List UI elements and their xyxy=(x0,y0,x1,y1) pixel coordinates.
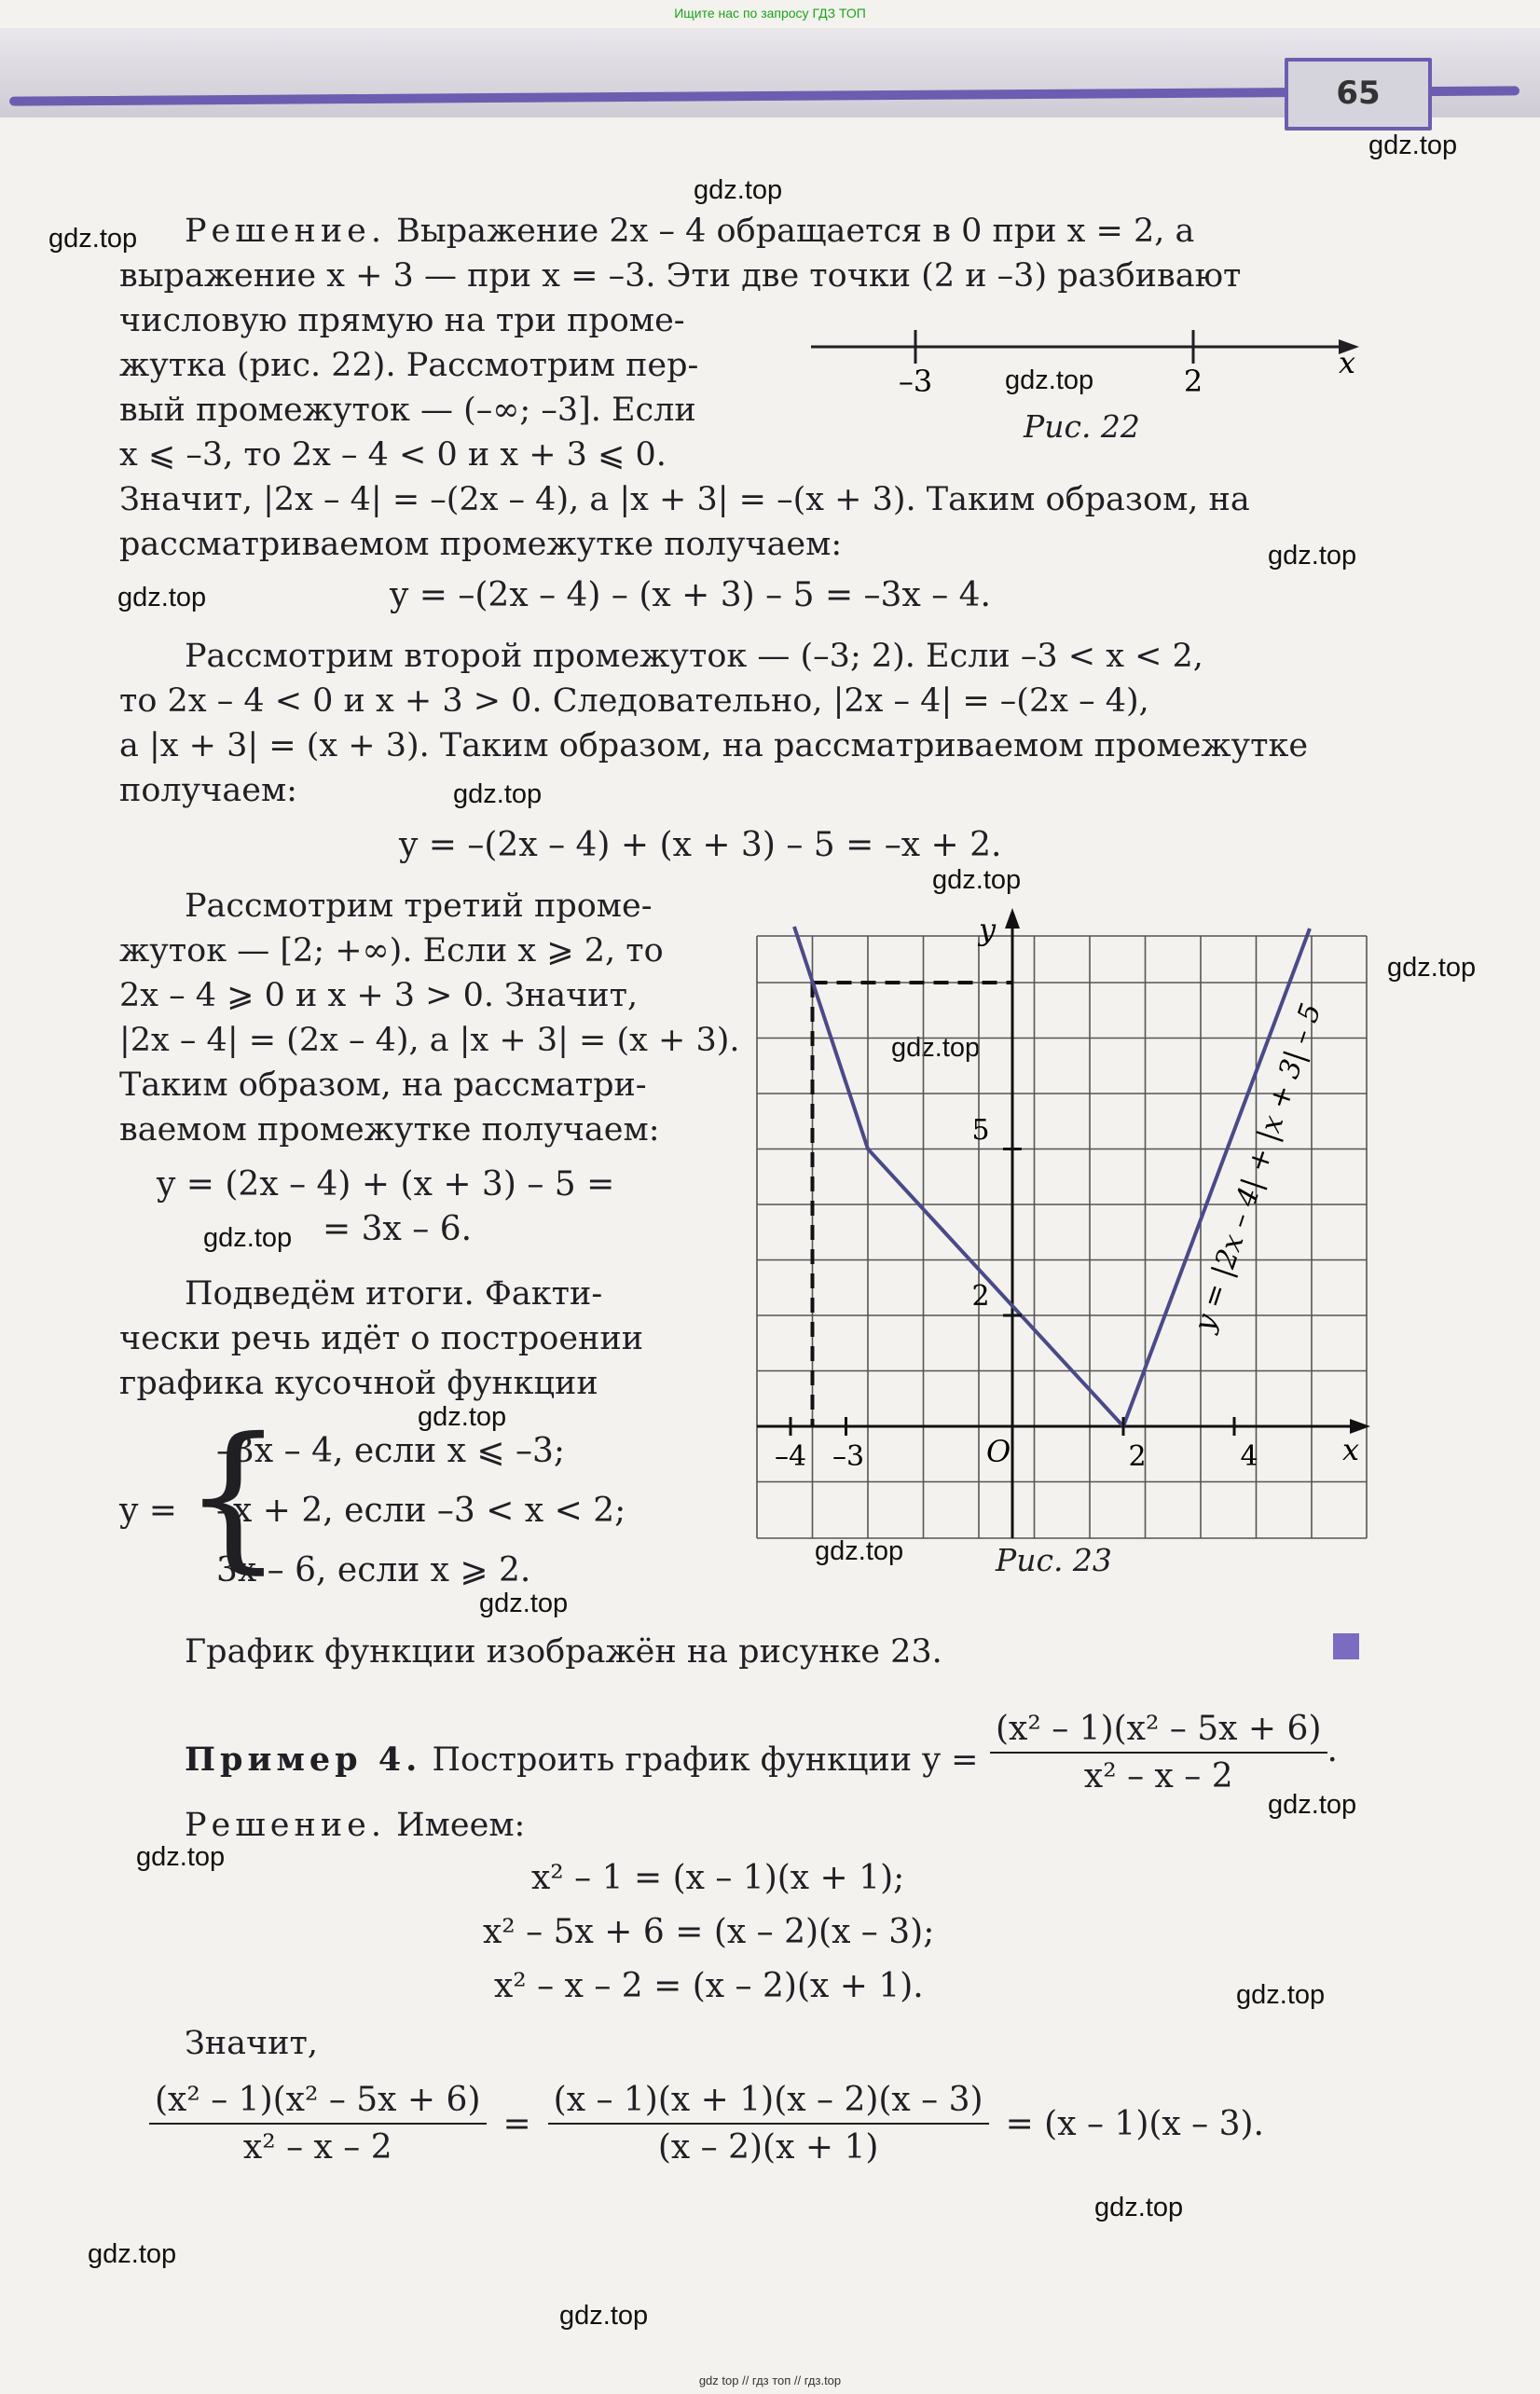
figure-23 xyxy=(746,895,1380,1566)
example-heading: Пример 4. Построить график функции y = xyxy=(185,1740,979,1779)
watermark: gdz.top xyxy=(815,1536,904,1566)
text-line: а |x + 3| = (x + 3). Таким образом, на рассматриваемом промежутке xyxy=(119,727,1309,764)
text-line: Решение. Имеем: xyxy=(185,1807,526,1844)
end-of-solution-mark xyxy=(1333,1633,1359,1659)
text-line: Значит, |2x – 4| = –(2x – 4), а |x + 3| = –(x + 3). Таким образом, на xyxy=(119,481,1250,518)
text-line: График функции изображён на рисунке 23. xyxy=(185,1633,942,1671)
text-line: Значит, xyxy=(185,2025,318,2062)
fraction-numerator: (x² – 1)(x² – 5x + 6) xyxy=(149,2081,487,2125)
tick-label: 2 xyxy=(1128,1440,1147,1473)
watermark: gdz.top xyxy=(88,2239,177,2269)
text-line: жутка (рис. 22). Рассмотрим пер- xyxy=(119,347,699,384)
top-note: Ищите нас по запросу ГДЗ ТОП xyxy=(674,6,866,21)
function-graph xyxy=(794,927,1310,1426)
origin-label: O xyxy=(986,1434,1011,1469)
page-number: 65 xyxy=(1285,58,1432,131)
case-line: –x + 2, если –3 < x < 2; xyxy=(216,1492,626,1530)
case-line: –3x – 4, если x ⩽ –3; xyxy=(216,1432,566,1470)
system-lhs: y = xyxy=(119,1492,177,1530)
text-line: x ⩽ –3, то 2x – 4 < 0 и x + 3 ⩽ 0. xyxy=(119,436,667,474)
equation: x² – 1 = (x – 1)(x + 1); xyxy=(531,1859,905,1897)
fraction-denominator: (x – 2)(x + 1) xyxy=(657,2128,879,2167)
text-line: Рассмотрим третий проме- xyxy=(185,887,653,925)
text-line: Таким образом, на рассматри- xyxy=(119,1066,647,1104)
tick-label: –4 xyxy=(774,1440,807,1473)
watermark: gdz.top xyxy=(418,1402,507,1432)
arrow-icon xyxy=(1005,908,1020,929)
final-equation: $\frac{\text{(x² – 1)(x² – 5x + 6)}}{\text{x² – x – 2}}$ = $\frac{(x - 1)(x + 1)(x - 2)(x - 3)}{(x - 2)(x + 1)}$ = (x – 1)(x – 3). xyxy=(149,2081,1264,2167)
axis-label: x xyxy=(1339,345,1356,380)
watermark: gdz.top xyxy=(694,175,783,205)
watermark: gdz.top xyxy=(1005,365,1094,395)
axis-label: x xyxy=(1342,1432,1360,1467)
watermark: gdz.top xyxy=(117,583,207,612)
watermark: gdz.top xyxy=(1094,2193,1184,2222)
watermark: gdz.top xyxy=(1236,1980,1326,2010)
tick-label: –3 xyxy=(832,1440,865,1473)
figure-caption: Рис. 22 xyxy=(1024,408,1140,445)
tick-label: 5 xyxy=(971,1114,990,1147)
text-line: ваемом промежутке получаем: xyxy=(119,1111,660,1149)
fraction-denominator: x² – x – 2 xyxy=(242,2128,392,2167)
watermark: gdz.top xyxy=(932,865,1022,895)
text-line: то 2x – 4 < 0 и x + 3 > 0. Следовательно, |2x – 4| = –(2x – 4), xyxy=(119,682,1149,720)
equation: y = (2x – 4) + (x + 3) – 5 = xyxy=(157,1165,615,1204)
tick-label: 2 xyxy=(971,1280,990,1313)
watermark: gdz.top xyxy=(136,1842,226,1872)
watermark: gdz.top xyxy=(479,1589,569,1618)
text-line: графика кусочной функции xyxy=(119,1365,598,1402)
text-line: выражение x + 3 — при x = –3. Эти две точки (2 и –3) разбивают xyxy=(119,257,1242,295)
tick-label: 2 xyxy=(1183,364,1203,399)
example-fraction: $\frac{\text{(x² – 1)(x² – 5x + 6)}}{\text{x² – x – 2}}$ . xyxy=(990,1710,1338,1796)
watermark: gdz.top xyxy=(1268,541,1357,571)
equation: x² – 5x + 6 = (x – 2)(x – 3); xyxy=(483,1913,935,1951)
bottom-note: gdz top // гдз топ // гдз.top xyxy=(698,2373,842,2387)
watermark: gdz.top xyxy=(1368,131,1458,160)
text-line: |2x – 4| = (2x – 4), а |x + 3| = (x + 3). xyxy=(119,1022,740,1059)
text-line: числовую прямую на три проме- xyxy=(119,302,685,339)
fraction-numerator: (x – 1)(x + 1)(x – 2)(x – 3) xyxy=(548,2081,989,2125)
equation: y = –(2x – 4) + (x + 3) – 5 = –x + 2. xyxy=(399,826,1002,864)
text-line: чески речь идёт о построении xyxy=(119,1320,644,1357)
text-line: Рассмотрим второй промежуток — (–3; 2). Если –3 < x < 2, xyxy=(185,638,1203,675)
figure-caption: Рис. 23 xyxy=(996,1542,1112,1578)
watermark: gdz.top xyxy=(891,1033,981,1063)
watermark: gdz.top xyxy=(48,224,138,254)
graph-formula-label: y = |2x – 4| + |x + 3| – 5 xyxy=(1188,999,1328,1336)
watermark: gdz.top xyxy=(1268,1790,1357,1820)
equation: y = –(2x – 4) – (x + 3) – 5 = –3x – 4. xyxy=(390,576,991,614)
watermark: gdz.top xyxy=(559,2301,649,2331)
watermark: gdz.top xyxy=(203,1223,293,1253)
equation: = 3x – 6. xyxy=(323,1210,473,1248)
fraction-numerator: (x² – 1)(x² – 5x + 6) xyxy=(990,1710,1327,1754)
text-line: Подведём итоги. Факти- xyxy=(185,1275,603,1313)
tick-label: –3 xyxy=(898,364,933,399)
text-line: Решение. Выражение 2x – 4 обращается в 0 при x = 2, а xyxy=(185,213,1195,250)
text-line: жуток — [2; +∞). Если x ⩾ 2, то xyxy=(119,932,664,970)
case-line: 3x – 6, если x ⩾ 2. xyxy=(216,1551,531,1589)
brace: { xyxy=(183,1404,284,1589)
text-line: получаем: xyxy=(119,772,297,809)
watermark: gdz.top xyxy=(1387,953,1477,983)
text-line: вый промежуток — (–∞; –3]. Если xyxy=(119,392,696,429)
equation: x² – x – 2 = (x – 2)(x + 1). xyxy=(494,1967,924,2005)
tick-label: 4 xyxy=(1240,1440,1258,1473)
text-line: рассматриваемом промежутке получаем: xyxy=(119,526,843,563)
axis-label: y xyxy=(979,912,997,947)
fraction-denominator: x² – x – 2 xyxy=(1083,1757,1233,1796)
text-line: 2x – 4 ⩾ 0 и x + 3 > 0. Значит, xyxy=(119,977,639,1014)
watermark: gdz.top xyxy=(453,779,543,809)
